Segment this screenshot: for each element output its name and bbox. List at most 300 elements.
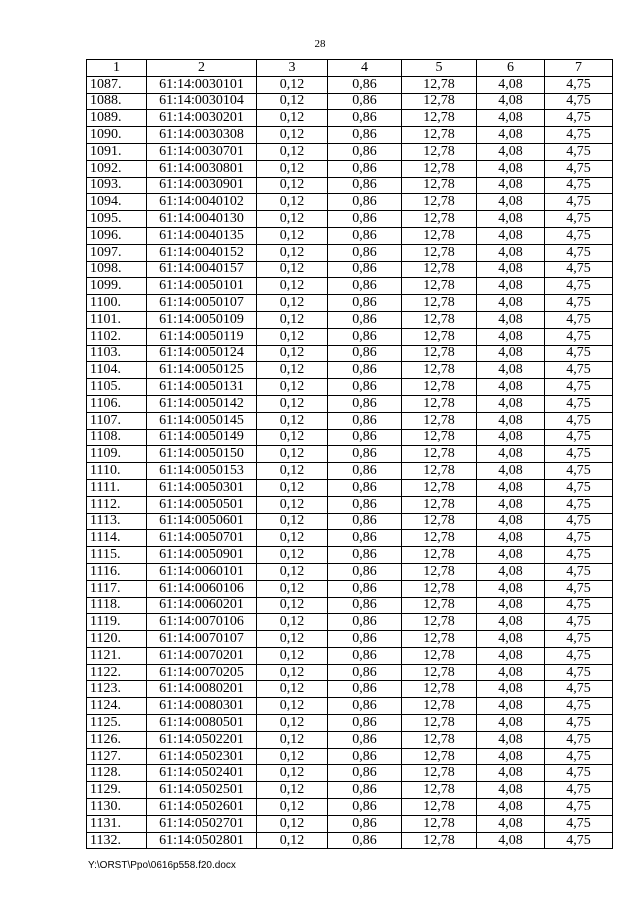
column-header: 3 bbox=[257, 60, 328, 77]
table-cell: 4,75 bbox=[545, 782, 613, 799]
table-cell: 4,75 bbox=[545, 631, 613, 648]
table-cell: 1112. bbox=[87, 496, 147, 513]
table-row bbox=[87, 177, 613, 194]
table-cell: 12,78 bbox=[402, 328, 477, 345]
table-cell: 4,08 bbox=[477, 127, 545, 144]
table-cell: 0,86 bbox=[328, 496, 402, 513]
table-cell: 0,12 bbox=[257, 194, 328, 211]
table-cell: 4,75 bbox=[545, 715, 613, 732]
table-cell: 0,86 bbox=[328, 76, 402, 93]
table-row bbox=[87, 160, 613, 177]
table-cell: 0,12 bbox=[257, 664, 328, 681]
table-cell: 0,86 bbox=[328, 379, 402, 396]
table-cell: 0,86 bbox=[328, 261, 402, 278]
table-cell: 0,12 bbox=[257, 832, 328, 849]
table-cell: 4,08 bbox=[477, 110, 545, 127]
table-row bbox=[87, 328, 613, 345]
table-cell: 0,12 bbox=[257, 631, 328, 648]
table-cell: 1087. bbox=[87, 76, 147, 93]
table-cell: 4,08 bbox=[477, 547, 545, 564]
table-cell: 1117. bbox=[87, 580, 147, 597]
table-cell: 0,12 bbox=[257, 496, 328, 513]
table-cell: 12,78 bbox=[402, 479, 477, 496]
table-cell: 0,12 bbox=[257, 295, 328, 312]
table-cell: 4,08 bbox=[477, 815, 545, 832]
table-cell: 12,78 bbox=[402, 211, 477, 228]
table-cell: 4,75 bbox=[545, 580, 613, 597]
table-cell: 12,78 bbox=[402, 547, 477, 564]
table-cell: 1108. bbox=[87, 429, 147, 446]
table-cell: 0,12 bbox=[257, 446, 328, 463]
table-cell: 1106. bbox=[87, 395, 147, 412]
table-row bbox=[87, 93, 613, 110]
table-cell: 12,78 bbox=[402, 698, 477, 715]
table-cell: 4,08 bbox=[477, 295, 545, 312]
table-cell: 4,08 bbox=[477, 799, 545, 816]
table-cell: 0,86 bbox=[328, 765, 402, 782]
table-cell: 61:14:0070107 bbox=[147, 631, 257, 648]
table-cell: 12,78 bbox=[402, 631, 477, 648]
table-cell: 4,75 bbox=[545, 614, 613, 631]
column-header: 4 bbox=[328, 60, 402, 77]
table-cell: 12,78 bbox=[402, 664, 477, 681]
table-cell: 0,12 bbox=[257, 580, 328, 597]
table-cell: 0,12 bbox=[257, 110, 328, 127]
table-cell: 1088. bbox=[87, 93, 147, 110]
table-cell: 1129. bbox=[87, 782, 147, 799]
table-cell: 0,86 bbox=[328, 295, 402, 312]
table-cell: 61:14:0070205 bbox=[147, 664, 257, 681]
table-cell: 0,86 bbox=[328, 731, 402, 748]
table-cell: 12,78 bbox=[402, 244, 477, 261]
table-cell: 0,86 bbox=[328, 362, 402, 379]
table-cell: 0,86 bbox=[328, 782, 402, 799]
table-cell: 61:14:0050125 bbox=[147, 362, 257, 379]
table-cell: 61:14:0040130 bbox=[147, 211, 257, 228]
table-cell: 0,12 bbox=[257, 748, 328, 765]
table-cell: 0,12 bbox=[257, 143, 328, 160]
table-cell: 61:14:0040135 bbox=[147, 227, 257, 244]
table-cell: 4,75 bbox=[545, 547, 613, 564]
table-cell: 61:14:0040102 bbox=[147, 194, 257, 211]
table-cell: 4,75 bbox=[545, 698, 613, 715]
table-cell: 61:14:0502401 bbox=[147, 765, 257, 782]
table-cell: 4,08 bbox=[477, 782, 545, 799]
table-cell: 12,78 bbox=[402, 496, 477, 513]
table-cell: 4,08 bbox=[477, 362, 545, 379]
table-cell: 0,12 bbox=[257, 93, 328, 110]
table-cell: 4,75 bbox=[545, 765, 613, 782]
table-row bbox=[87, 76, 613, 93]
table-row bbox=[87, 261, 613, 278]
table-cell: 4,08 bbox=[477, 244, 545, 261]
table-cell: 61:14:0070201 bbox=[147, 647, 257, 664]
table-cell: 0,12 bbox=[257, 395, 328, 412]
table-cell: 0,12 bbox=[257, 345, 328, 362]
table-cell: 0,12 bbox=[257, 681, 328, 698]
table-cell: 12,78 bbox=[402, 261, 477, 278]
table-cell: 4,08 bbox=[477, 597, 545, 614]
table-header-row bbox=[87, 60, 613, 77]
table-cell: 0,12 bbox=[257, 328, 328, 345]
table-cell: 4,75 bbox=[545, 379, 613, 396]
table-cell: 12,78 bbox=[402, 127, 477, 144]
table-cell: 4,08 bbox=[477, 496, 545, 513]
table-cell: 61:14:0502301 bbox=[147, 748, 257, 765]
table-cell: 4,75 bbox=[545, 177, 613, 194]
table-cell: 0,86 bbox=[328, 244, 402, 261]
table-cell: 61:14:0050101 bbox=[147, 278, 257, 295]
table-cell: 4,08 bbox=[477, 311, 545, 328]
table-cell: 12,78 bbox=[402, 362, 477, 379]
table-cell: 1131. bbox=[87, 815, 147, 832]
table-cell: 1107. bbox=[87, 412, 147, 429]
table-cell: 61:14:0030701 bbox=[147, 143, 257, 160]
table-cell: 4,08 bbox=[477, 379, 545, 396]
table-cell: 0,86 bbox=[328, 513, 402, 530]
table-cell: 61:14:0080501 bbox=[147, 715, 257, 732]
table-cell: 0,12 bbox=[257, 244, 328, 261]
table-cell: 61:14:0050119 bbox=[147, 328, 257, 345]
table-cell: 0,86 bbox=[328, 832, 402, 849]
table-cell: 4,75 bbox=[545, 647, 613, 664]
table-cell: 4,08 bbox=[477, 681, 545, 698]
table-cell: 0,12 bbox=[257, 463, 328, 480]
table-cell: 4,08 bbox=[477, 429, 545, 446]
table-cell: 61:14:0030201 bbox=[147, 110, 257, 127]
table-row bbox=[87, 194, 613, 211]
table-row bbox=[87, 496, 613, 513]
table-cell: 0,86 bbox=[328, 563, 402, 580]
table-cell: 12,78 bbox=[402, 110, 477, 127]
table-cell: 12,78 bbox=[402, 799, 477, 816]
table-cell: 0,12 bbox=[257, 715, 328, 732]
table-row bbox=[87, 547, 613, 564]
table-cell: 61:14:0030101 bbox=[147, 76, 257, 93]
table-cell: 61:14:0050131 bbox=[147, 379, 257, 396]
table-cell: 1096. bbox=[87, 227, 147, 244]
footer-file-path: Y:\ORST\Ppo\0616p558.f20.docx bbox=[88, 860, 236, 871]
table-cell: 0,86 bbox=[328, 227, 402, 244]
table-cell: 4,75 bbox=[545, 160, 613, 177]
table-cell: 1120. bbox=[87, 631, 147, 648]
table-cell: 0,86 bbox=[328, 479, 402, 496]
table-cell: 4,75 bbox=[545, 815, 613, 832]
table-cell: 12,78 bbox=[402, 748, 477, 765]
table-body bbox=[87, 76, 613, 849]
table-cell: 4,08 bbox=[477, 513, 545, 530]
table-row bbox=[87, 412, 613, 429]
table-cell: 0,86 bbox=[328, 446, 402, 463]
table-row bbox=[87, 597, 613, 614]
table-cell: 0,86 bbox=[328, 311, 402, 328]
table-cell: 4,75 bbox=[545, 446, 613, 463]
table-cell: 4,08 bbox=[477, 177, 545, 194]
table-cell: 1103. bbox=[87, 345, 147, 362]
table-cell: 4,08 bbox=[477, 715, 545, 732]
table-cell: 4,75 bbox=[545, 143, 613, 160]
table-cell: 0,86 bbox=[328, 395, 402, 412]
table-cell: 0,86 bbox=[328, 631, 402, 648]
table-cell: 0,12 bbox=[257, 479, 328, 496]
page-number: 28 bbox=[314, 38, 326, 50]
table-cell: 1091. bbox=[87, 143, 147, 160]
table-cell: 4,75 bbox=[545, 412, 613, 429]
table-row bbox=[87, 513, 613, 530]
table-cell: 61:14:0050150 bbox=[147, 446, 257, 463]
table-cell: 0,12 bbox=[257, 782, 328, 799]
table-cell: 0,86 bbox=[328, 143, 402, 160]
table-row bbox=[87, 731, 613, 748]
table-cell: 12,78 bbox=[402, 160, 477, 177]
table-cell: 0,12 bbox=[257, 597, 328, 614]
table-cell: 61:14:0502501 bbox=[147, 782, 257, 799]
table-cell: 4,08 bbox=[477, 227, 545, 244]
table-cell: 61:14:0060106 bbox=[147, 580, 257, 597]
table-cell: 4,08 bbox=[477, 698, 545, 715]
table-cell: 0,12 bbox=[257, 429, 328, 446]
table-cell: 0,86 bbox=[328, 328, 402, 345]
table-row bbox=[87, 748, 613, 765]
table-cell: 4,08 bbox=[477, 631, 545, 648]
table-cell: 1130. bbox=[87, 799, 147, 816]
table-cell: 0,86 bbox=[328, 580, 402, 597]
table-cell: 61:14:0060101 bbox=[147, 563, 257, 580]
table-cell: 12,78 bbox=[402, 345, 477, 362]
table-cell: 1113. bbox=[87, 513, 147, 530]
table-cell: 0,86 bbox=[328, 160, 402, 177]
table-row bbox=[87, 580, 613, 597]
table-cell: 4,08 bbox=[477, 664, 545, 681]
table-cell: 0,86 bbox=[328, 698, 402, 715]
table-cell: 4,75 bbox=[545, 227, 613, 244]
table-cell: 1110. bbox=[87, 463, 147, 480]
table-cell: 0,12 bbox=[257, 160, 328, 177]
table-cell: 4,75 bbox=[545, 597, 613, 614]
table-row bbox=[87, 799, 613, 816]
table-cell: 4,75 bbox=[545, 563, 613, 580]
table-row bbox=[87, 362, 613, 379]
table-row bbox=[87, 563, 613, 580]
table-cell: 1098. bbox=[87, 261, 147, 278]
table-cell: 4,08 bbox=[477, 479, 545, 496]
table-cell: 0,86 bbox=[328, 429, 402, 446]
table-cell: 1111. bbox=[87, 479, 147, 496]
table-cell: 12,78 bbox=[402, 765, 477, 782]
table-cell: 12,78 bbox=[402, 597, 477, 614]
table-cell: 1127. bbox=[87, 748, 147, 765]
column-header: 5 bbox=[402, 60, 477, 77]
table-cell: 0,86 bbox=[328, 463, 402, 480]
column-header: 7 bbox=[545, 60, 613, 77]
table-cell: 0,12 bbox=[257, 547, 328, 564]
table-cell: 1119. bbox=[87, 614, 147, 631]
table-cell: 1121. bbox=[87, 647, 147, 664]
table-cell: 1109. bbox=[87, 446, 147, 463]
table-cell: 4,75 bbox=[545, 244, 613, 261]
table-row bbox=[87, 782, 613, 799]
table-cell: 61:14:0050149 bbox=[147, 429, 257, 446]
table-cell: 4,08 bbox=[477, 345, 545, 362]
table-row bbox=[87, 429, 613, 446]
table-row bbox=[87, 698, 613, 715]
table-cell: 4,75 bbox=[545, 463, 613, 480]
table-cell: 4,08 bbox=[477, 194, 545, 211]
table-cell: 1100. bbox=[87, 295, 147, 312]
table-cell: 4,08 bbox=[477, 160, 545, 177]
table-cell: 0,12 bbox=[257, 76, 328, 93]
table-cell: 4,08 bbox=[477, 278, 545, 295]
table-cell: 0,86 bbox=[328, 110, 402, 127]
table-cell: 0,12 bbox=[257, 311, 328, 328]
table-cell: 0,86 bbox=[328, 815, 402, 832]
table-cell: 12,78 bbox=[402, 463, 477, 480]
table-cell: 61:14:0030901 bbox=[147, 177, 257, 194]
table-cell: 4,08 bbox=[477, 211, 545, 228]
table-cell: 1090. bbox=[87, 127, 147, 144]
table-cell: 0,12 bbox=[257, 211, 328, 228]
table-cell: 61:14:0070106 bbox=[147, 614, 257, 631]
table-cell: 4,75 bbox=[545, 832, 613, 849]
table-cell: 0,12 bbox=[257, 563, 328, 580]
table-row bbox=[87, 395, 613, 412]
table-cell: 61:14:0502801 bbox=[147, 832, 257, 849]
table-cell: 1089. bbox=[87, 110, 147, 127]
column-header: 6 bbox=[477, 60, 545, 77]
table-cell: 0,86 bbox=[328, 345, 402, 362]
table-cell: 61:14:0502201 bbox=[147, 731, 257, 748]
table-cell: 4,08 bbox=[477, 748, 545, 765]
table-cell: 61:14:0040152 bbox=[147, 244, 257, 261]
table-cell: 4,08 bbox=[477, 530, 545, 547]
table-cell: 4,75 bbox=[545, 110, 613, 127]
table-cell: 0,12 bbox=[257, 278, 328, 295]
table-cell: 0,86 bbox=[328, 614, 402, 631]
table-cell: 0,12 bbox=[257, 530, 328, 547]
table-cell: 0,12 bbox=[257, 362, 328, 379]
table-cell: 0,86 bbox=[328, 278, 402, 295]
table-row bbox=[87, 227, 613, 244]
table-cell: 1132. bbox=[87, 832, 147, 849]
table-cell: 4,08 bbox=[477, 446, 545, 463]
table-row bbox=[87, 311, 613, 328]
table-cell: 0,12 bbox=[257, 765, 328, 782]
table-cell: 4,75 bbox=[545, 664, 613, 681]
table-cell: 0,86 bbox=[328, 715, 402, 732]
table-row bbox=[87, 765, 613, 782]
table-row bbox=[87, 379, 613, 396]
table-cell: 0,12 bbox=[257, 698, 328, 715]
table-cell: 4,75 bbox=[545, 261, 613, 278]
table-cell: 4,75 bbox=[545, 530, 613, 547]
table-cell: 1105. bbox=[87, 379, 147, 396]
table-cell: 4,08 bbox=[477, 76, 545, 93]
table-cell: 12,78 bbox=[402, 379, 477, 396]
table-cell: 1114. bbox=[87, 530, 147, 547]
table-row bbox=[87, 664, 613, 681]
table-cell: 1097. bbox=[87, 244, 147, 261]
table-cell: 61:14:0030801 bbox=[147, 160, 257, 177]
table-cell: 1102. bbox=[87, 328, 147, 345]
table-row bbox=[87, 211, 613, 228]
table-cell: 4,75 bbox=[545, 395, 613, 412]
table-cell: 1104. bbox=[87, 362, 147, 379]
table-cell: 0,86 bbox=[328, 412, 402, 429]
table-cell: 4,75 bbox=[545, 295, 613, 312]
table-cell: 4,75 bbox=[545, 211, 613, 228]
table-cell: 12,78 bbox=[402, 295, 477, 312]
table-cell: 4,75 bbox=[545, 328, 613, 345]
table-cell: 1115. bbox=[87, 547, 147, 564]
table-cell: 12,78 bbox=[402, 530, 477, 547]
table-row bbox=[87, 715, 613, 732]
table-cell: 4,75 bbox=[545, 93, 613, 110]
table-cell: 12,78 bbox=[402, 563, 477, 580]
table-cell: 4,08 bbox=[477, 563, 545, 580]
table-row bbox=[87, 143, 613, 160]
table-cell: 1123. bbox=[87, 681, 147, 698]
table-cell: 0,86 bbox=[328, 681, 402, 698]
table-cell: 12,78 bbox=[402, 227, 477, 244]
table-cell: 12,78 bbox=[402, 93, 477, 110]
table-cell: 4,08 bbox=[477, 614, 545, 631]
table-cell: 4,08 bbox=[477, 412, 545, 429]
table-cell: 0,86 bbox=[328, 93, 402, 110]
table-row bbox=[87, 110, 613, 127]
table-cell: 61:14:0030104 bbox=[147, 93, 257, 110]
table-cell: 4,08 bbox=[477, 463, 545, 480]
table-cell: 0,86 bbox=[328, 530, 402, 547]
table-cell: 0,12 bbox=[257, 513, 328, 530]
table-cell: 12,78 bbox=[402, 614, 477, 631]
table-cell: 1099. bbox=[87, 278, 147, 295]
table-cell: 61:14:0050124 bbox=[147, 345, 257, 362]
table-cell: 61:14:0050301 bbox=[147, 479, 257, 496]
table-cell: 0,12 bbox=[257, 647, 328, 664]
table-cell: 0,86 bbox=[328, 211, 402, 228]
table-cell: 4,75 bbox=[545, 345, 613, 362]
table-cell: 0,86 bbox=[328, 127, 402, 144]
table-cell: 4,08 bbox=[477, 832, 545, 849]
table-cell: 61:14:0050109 bbox=[147, 311, 257, 328]
table-row bbox=[87, 815, 613, 832]
table-row bbox=[87, 647, 613, 664]
table-cell: 12,78 bbox=[402, 832, 477, 849]
table-cell: 1118. bbox=[87, 597, 147, 614]
table-cell: 0,86 bbox=[328, 177, 402, 194]
table-cell: 61:14:0040157 bbox=[147, 261, 257, 278]
table-cell: 12,78 bbox=[402, 715, 477, 732]
table-cell: 1125. bbox=[87, 715, 147, 732]
table-cell: 0,12 bbox=[257, 412, 328, 429]
table-cell: 61:14:0080301 bbox=[147, 698, 257, 715]
table-cell: 12,78 bbox=[402, 782, 477, 799]
column-header: 2 bbox=[147, 60, 257, 77]
column-header: 1 bbox=[87, 60, 147, 77]
table-row bbox=[87, 832, 613, 849]
table-cell: 4,08 bbox=[477, 395, 545, 412]
table-cell: 0,86 bbox=[328, 194, 402, 211]
table-cell: 0,12 bbox=[257, 731, 328, 748]
table-cell: 61:14:0050145 bbox=[147, 412, 257, 429]
table-cell: 12,78 bbox=[402, 395, 477, 412]
table-cell: 1124. bbox=[87, 698, 147, 715]
table-cell: 12,78 bbox=[402, 177, 477, 194]
table-cell: 1126. bbox=[87, 731, 147, 748]
table-cell: 12,78 bbox=[402, 580, 477, 597]
table-cell: 0,86 bbox=[328, 664, 402, 681]
table-cell: 4,75 bbox=[545, 194, 613, 211]
